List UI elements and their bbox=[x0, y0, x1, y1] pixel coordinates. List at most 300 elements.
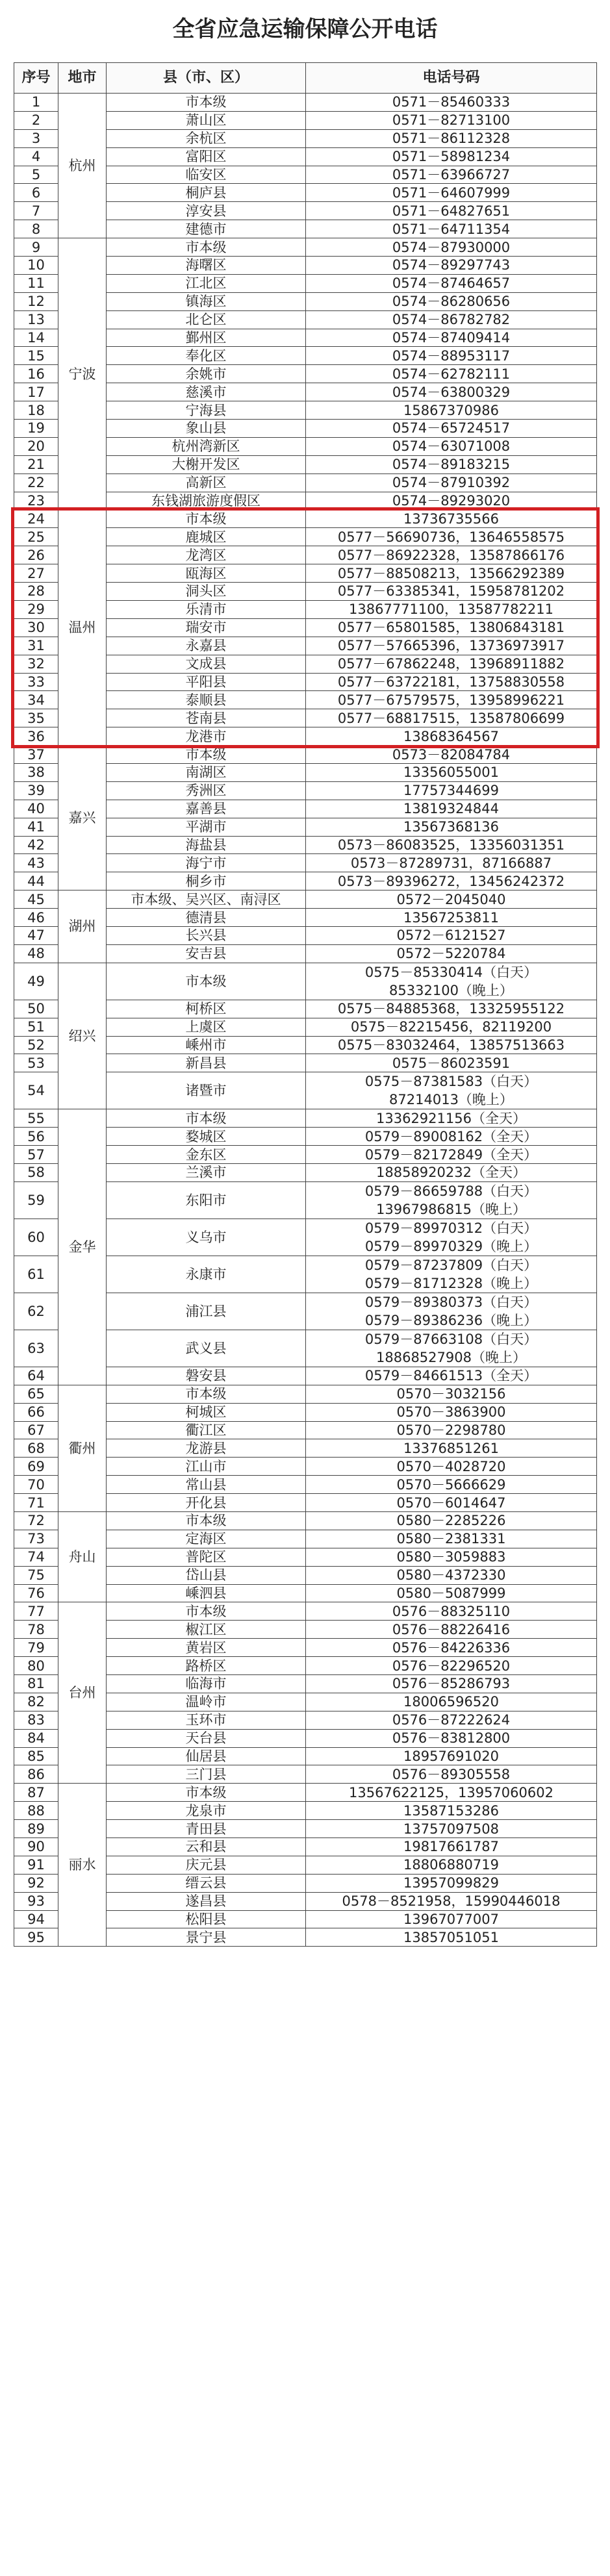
county-cell: 临安区 bbox=[107, 166, 306, 184]
county-cell: 高新区 bbox=[107, 474, 306, 492]
county-cell: 桐庐县 bbox=[107, 184, 306, 202]
header-county: 县（市、区） bbox=[107, 63, 306, 94]
county-cell: 海曙区 bbox=[107, 257, 306, 275]
row-number: 51 bbox=[14, 1018, 58, 1036]
phone-night: 18868527908（晚上） bbox=[376, 1349, 526, 1365]
county-cell: 兰溪市 bbox=[107, 1163, 306, 1181]
county-cell: 平湖市 bbox=[107, 818, 306, 836]
city-cell: 金华 bbox=[58, 1109, 107, 1385]
phone-cell: 0577－67862248，13968911882 bbox=[306, 655, 597, 673]
phone-cell: 0573－86083525，13356031351 bbox=[306, 836, 597, 854]
header-no: 序号 bbox=[14, 63, 58, 94]
city-cell: 舟山 bbox=[58, 1512, 107, 1602]
county-cell: 诸暨市 bbox=[107, 1072, 306, 1109]
phone-cell: 0577－88508213，13566292389 bbox=[306, 564, 597, 583]
phone-cell: 0580－2285226 bbox=[306, 1512, 597, 1530]
row-number: 83 bbox=[14, 1711, 58, 1729]
row-number: 36 bbox=[14, 727, 58, 746]
phone-cell: 13867771100，13587782211 bbox=[306, 600, 597, 618]
table-row bbox=[14, 1385, 597, 1403]
row-number: 78 bbox=[14, 1621, 58, 1639]
phone-cell: 15867370986 bbox=[306, 401, 597, 420]
phone-cell: 0575－82215456，82119200 bbox=[306, 1018, 597, 1036]
row-number: 71 bbox=[14, 1494, 58, 1512]
county-cell: 磐安县 bbox=[107, 1367, 306, 1385]
row-number: 57 bbox=[14, 1146, 58, 1164]
table-row bbox=[14, 1109, 597, 1128]
row-number: 87 bbox=[14, 1784, 58, 1802]
county-cell: 市本级 bbox=[107, 1385, 306, 1403]
row-number: 46 bbox=[14, 909, 58, 927]
county-cell: 开化县 bbox=[107, 1494, 306, 1512]
row-number: 1 bbox=[14, 94, 58, 112]
county-cell: 市本级 bbox=[107, 510, 306, 528]
phone-cell: 0576－87222624 bbox=[306, 1711, 597, 1729]
county-cell: 青田县 bbox=[107, 1820, 306, 1838]
phone-cell: 13819324844 bbox=[306, 800, 597, 818]
county-cell: 大榭开发区 bbox=[107, 455, 306, 474]
row-number: 21 bbox=[14, 455, 58, 474]
phone-cell: 0580－4372330 bbox=[306, 1566, 597, 1584]
city-cell: 杭州 bbox=[58, 94, 107, 238]
phone-cell: 0576－82296520 bbox=[306, 1657, 597, 1675]
county-cell: 东钱湖旅游度假区 bbox=[107, 492, 306, 510]
phone-night: 0579－89386236（晚上） bbox=[364, 1312, 538, 1328]
phone-cell: 18858920232（全天） bbox=[306, 1163, 597, 1181]
city-cell: 嘉兴 bbox=[58, 746, 107, 890]
county-cell: 宁海县 bbox=[107, 401, 306, 420]
row-number: 38 bbox=[14, 763, 58, 781]
row-number: 69 bbox=[14, 1458, 58, 1476]
county-cell: 永康市 bbox=[107, 1256, 306, 1293]
county-cell: 苍南县 bbox=[107, 709, 306, 727]
row-number: 23 bbox=[14, 492, 58, 510]
phone-table-wrapper bbox=[14, 62, 596, 1947]
phone-cell: 18806880719 bbox=[306, 1856, 597, 1874]
city-cell: 宁波 bbox=[58, 238, 107, 510]
county-cell: 萧山区 bbox=[107, 111, 306, 129]
phone-cell: 0572－6121527 bbox=[306, 926, 597, 944]
county-cell: 市本级 bbox=[107, 963, 306, 1000]
county-cell: 长兴县 bbox=[107, 926, 306, 944]
phone-day: 0579－86659788（白天） bbox=[364, 1183, 538, 1199]
row-number: 70 bbox=[14, 1476, 58, 1494]
county-cell: 仙居县 bbox=[107, 1747, 306, 1765]
phone-cell: 0573－82084784 bbox=[306, 746, 597, 764]
county-cell: 衢江区 bbox=[107, 1421, 306, 1439]
row-number: 62 bbox=[14, 1293, 58, 1330]
county-cell: 余杭区 bbox=[107, 129, 306, 147]
row-number: 90 bbox=[14, 1838, 58, 1856]
row-number: 91 bbox=[14, 1856, 58, 1874]
phone-cell: 0570－3863900 bbox=[306, 1403, 597, 1421]
phone-night: 0579－81712328（晚上） bbox=[364, 1275, 538, 1291]
county-cell: 玉环市 bbox=[107, 1711, 306, 1729]
city-cell: 丽水 bbox=[58, 1784, 107, 1947]
phone-cell: 0574－86280656 bbox=[306, 292, 597, 310]
table-row bbox=[14, 746, 597, 764]
county-cell: 龙湾区 bbox=[107, 546, 306, 564]
row-number: 50 bbox=[14, 1000, 58, 1018]
phone-cell: 0571－58981234 bbox=[306, 147, 597, 166]
county-cell: 泰顺县 bbox=[107, 691, 306, 709]
county-cell: 文成县 bbox=[107, 655, 306, 673]
row-number: 5 bbox=[14, 166, 58, 184]
phone-cell: 0571－64607999 bbox=[306, 184, 597, 202]
city-cell: 湖州 bbox=[58, 890, 107, 963]
phone-cell: 13567368136 bbox=[306, 818, 597, 836]
county-cell: 缙云县 bbox=[107, 1874, 306, 1892]
phone-cell: 13857051051 bbox=[306, 1928, 597, 1947]
county-cell: 新昌县 bbox=[107, 1054, 306, 1072]
row-number: 32 bbox=[14, 655, 58, 673]
phone-cell: 0577－67579575，13958996221 bbox=[306, 691, 597, 709]
phone-cell: 0574－65724517 bbox=[306, 420, 597, 438]
phone-cell: 0576－84226336 bbox=[306, 1639, 597, 1657]
table-row bbox=[14, 890, 597, 909]
phone-day: 0579－87237809（白天） bbox=[364, 1257, 538, 1273]
county-cell: 海宁市 bbox=[107, 854, 306, 872]
county-cell: 淳安县 bbox=[107, 202, 306, 220]
row-number: 63 bbox=[14, 1330, 58, 1367]
phone-cell: 0574－62782111 bbox=[306, 365, 597, 383]
county-cell: 秀洲区 bbox=[107, 781, 306, 800]
phone-cell: 0571－64711354 bbox=[306, 220, 597, 238]
county-cell: 洞头区 bbox=[107, 583, 306, 601]
table-row bbox=[14, 1602, 597, 1621]
county-cell: 江北区 bbox=[107, 274, 306, 292]
county-cell: 定海区 bbox=[107, 1530, 306, 1548]
county-cell: 余姚市 bbox=[107, 365, 306, 383]
row-number: 16 bbox=[14, 365, 58, 383]
row-number: 49 bbox=[14, 963, 58, 1000]
table-row bbox=[14, 94, 597, 112]
phone-cell: 13587153286 bbox=[306, 1802, 597, 1820]
phone-day: 0575－87381583（白天） bbox=[364, 1074, 538, 1090]
phone-cell: 0574－63071008 bbox=[306, 437, 597, 455]
row-number: 84 bbox=[14, 1729, 58, 1747]
phone-cell: 0577－63385341，15958781202 bbox=[306, 583, 597, 601]
phone-cell: 0570－5666629 bbox=[306, 1476, 597, 1494]
row-number: 54 bbox=[14, 1072, 58, 1109]
row-number: 74 bbox=[14, 1548, 58, 1566]
row-number: 3 bbox=[14, 129, 58, 147]
row-number: 29 bbox=[14, 600, 58, 618]
phone-cell: 0577－65801585，13806843181 bbox=[306, 618, 597, 637]
county-cell: 庆元县 bbox=[107, 1856, 306, 1874]
table-row bbox=[14, 510, 597, 528]
county-cell: 富阳区 bbox=[107, 147, 306, 166]
county-cell: 象山县 bbox=[107, 420, 306, 438]
county-cell: 嵊州市 bbox=[107, 1036, 306, 1054]
county-cell: 三门县 bbox=[107, 1765, 306, 1784]
county-cell: 市本级 bbox=[107, 238, 306, 257]
county-cell: 遂昌县 bbox=[107, 1892, 306, 1910]
phone-cell: 13967077007 bbox=[306, 1910, 597, 1928]
phone-cell: 13567622125，13957060602 bbox=[306, 1784, 597, 1802]
row-number: 43 bbox=[14, 854, 58, 872]
phone-cell: 17757344699 bbox=[306, 781, 597, 800]
phone-cell: 0578－8521958，15990446018 bbox=[306, 1892, 597, 1910]
phone-cell: 0573－87289731，87166887 bbox=[306, 854, 597, 872]
county-cell: 浦江县 bbox=[107, 1293, 306, 1330]
county-cell: 永嘉县 bbox=[107, 637, 306, 655]
row-number: 72 bbox=[14, 1512, 58, 1530]
county-cell: 奉化区 bbox=[107, 347, 306, 365]
county-cell: 平阳县 bbox=[107, 673, 306, 691]
city-cell: 衢州 bbox=[58, 1385, 107, 1511]
city-cell: 台州 bbox=[58, 1602, 107, 1784]
row-number: 85 bbox=[14, 1747, 58, 1765]
row-number: 28 bbox=[14, 583, 58, 601]
phone-day: 0579－87663108（白天） bbox=[364, 1331, 538, 1347]
row-number: 56 bbox=[14, 1128, 58, 1146]
county-cell: 市本级 bbox=[107, 1109, 306, 1128]
row-number: 66 bbox=[14, 1403, 58, 1421]
phone-cell: 0574－87409414 bbox=[306, 329, 597, 347]
county-cell: 镇海区 bbox=[107, 292, 306, 310]
county-cell: 鄞州区 bbox=[107, 329, 306, 347]
county-cell: 鹿城区 bbox=[107, 528, 306, 546]
row-number: 39 bbox=[14, 781, 58, 800]
county-cell: 慈溪市 bbox=[107, 383, 306, 401]
table-body bbox=[14, 94, 597, 1947]
county-cell: 桐乡市 bbox=[107, 872, 306, 890]
table-row bbox=[14, 1512, 597, 1530]
row-number: 75 bbox=[14, 1566, 58, 1584]
row-number: 6 bbox=[14, 184, 58, 202]
county-cell: 椒江区 bbox=[107, 1621, 306, 1639]
row-number: 73 bbox=[14, 1530, 58, 1548]
county-cell: 天台县 bbox=[107, 1729, 306, 1747]
phone-cell: 13376851261 bbox=[306, 1439, 597, 1458]
row-number: 68 bbox=[14, 1439, 58, 1458]
phone-cell: 0574－87464657 bbox=[306, 274, 597, 292]
phone-cell bbox=[306, 1219, 597, 1256]
county-cell: 嵊泗县 bbox=[107, 1584, 306, 1602]
row-number: 17 bbox=[14, 383, 58, 401]
phone-day: 0575－85330414（白天） bbox=[364, 964, 538, 980]
phone-cell: 0577－86922328，13587866176 bbox=[306, 546, 597, 564]
phone-cell bbox=[306, 1181, 597, 1219]
county-cell: 武义县 bbox=[107, 1330, 306, 1367]
phone-cell: 0575－83032464，13857513663 bbox=[306, 1036, 597, 1054]
phone-cell: 0572－2045040 bbox=[306, 890, 597, 909]
row-number: 86 bbox=[14, 1765, 58, 1784]
phone-cell: 13957099829 bbox=[306, 1874, 597, 1892]
county-cell: 普陀区 bbox=[107, 1548, 306, 1566]
city-cell: 温州 bbox=[58, 510, 107, 746]
county-cell: 婺城区 bbox=[107, 1128, 306, 1146]
phone-cell bbox=[306, 1293, 597, 1330]
county-cell: 义乌市 bbox=[107, 1219, 306, 1256]
county-cell: 市本级、吴兴区、南浔区 bbox=[107, 890, 306, 909]
header-phone: 电话号码 bbox=[306, 63, 597, 94]
phone-cell: 0574－87930000 bbox=[306, 238, 597, 257]
row-number: 24 bbox=[14, 510, 58, 528]
row-number: 76 bbox=[14, 1584, 58, 1602]
phone-cell: 0571－63966727 bbox=[306, 166, 597, 184]
row-number: 26 bbox=[14, 546, 58, 564]
row-number: 95 bbox=[14, 1928, 58, 1947]
phone-cell: 0571－64827651 bbox=[306, 202, 597, 220]
phone-night: 0579－89970329（晚上） bbox=[364, 1238, 538, 1254]
row-number: 60 bbox=[14, 1219, 58, 1256]
county-cell: 建德市 bbox=[107, 220, 306, 238]
row-number: 82 bbox=[14, 1693, 58, 1711]
phone-day: 0579－89970312（白天） bbox=[364, 1220, 538, 1236]
phone-cell: 0570－4028720 bbox=[306, 1458, 597, 1476]
row-number: 42 bbox=[14, 836, 58, 854]
phone-cell: 0570－6014647 bbox=[306, 1494, 597, 1512]
county-cell: 龙泉市 bbox=[107, 1802, 306, 1820]
county-cell: 龙游县 bbox=[107, 1439, 306, 1458]
table-header-row bbox=[14, 63, 597, 94]
phone-cell: 0571－86112328 bbox=[306, 129, 597, 147]
row-number: 27 bbox=[14, 564, 58, 583]
county-cell: 江山市 bbox=[107, 1458, 306, 1476]
county-cell: 杭州湾新区 bbox=[107, 437, 306, 455]
county-cell: 南湖区 bbox=[107, 763, 306, 781]
phone-cell: 0570－2298780 bbox=[306, 1421, 597, 1439]
phone-cell: 0576－88325110 bbox=[306, 1602, 597, 1621]
row-number: 7 bbox=[14, 202, 58, 220]
county-cell: 温岭市 bbox=[107, 1693, 306, 1711]
phone-cell: 13868364567 bbox=[306, 727, 597, 746]
county-cell: 德清县 bbox=[107, 909, 306, 927]
phone-night: 13967986815（晚上） bbox=[376, 1201, 526, 1217]
row-number: 48 bbox=[14, 944, 58, 963]
row-number: 33 bbox=[14, 673, 58, 691]
phone-cell: 0580－2381331 bbox=[306, 1530, 597, 1548]
row-number: 77 bbox=[14, 1602, 58, 1621]
phone-cell: 18957691020 bbox=[306, 1747, 597, 1765]
row-number: 52 bbox=[14, 1036, 58, 1054]
row-number: 4 bbox=[14, 147, 58, 166]
county-cell: 海盐县 bbox=[107, 836, 306, 854]
phone-cell: 0573－89396272，13456242372 bbox=[306, 872, 597, 890]
table-row bbox=[14, 1784, 597, 1802]
county-cell: 市本级 bbox=[107, 1784, 306, 1802]
phone-cell: 0574－63800329 bbox=[306, 383, 597, 401]
row-number: 10 bbox=[14, 257, 58, 275]
phone-cell: 0576－89305558 bbox=[306, 1765, 597, 1784]
phone-cell: 0577－56690736，13646558575 bbox=[306, 528, 597, 546]
row-number: 8 bbox=[14, 220, 58, 238]
phone-cell: 13757097508 bbox=[306, 1820, 597, 1838]
phone-cell: 13356055001 bbox=[306, 763, 597, 781]
county-cell: 云和县 bbox=[107, 1838, 306, 1856]
page-title: 全省应急运输保障公开电话 bbox=[172, 16, 438, 42]
phone-cell: 0577－68817515，13587806699 bbox=[306, 709, 597, 727]
row-number: 64 bbox=[14, 1367, 58, 1385]
phone-day: 0579－89380373（白天） bbox=[364, 1294, 538, 1310]
row-number: 93 bbox=[14, 1892, 58, 1910]
county-cell: 金东区 bbox=[107, 1146, 306, 1164]
phone-cell: 19817661787 bbox=[306, 1838, 597, 1856]
phone-cell: 0576－88226416 bbox=[306, 1621, 597, 1639]
phone-cell: 0574－86782782 bbox=[306, 310, 597, 329]
table-row bbox=[14, 238, 597, 257]
phone-cell: 18006596520 bbox=[306, 1693, 597, 1711]
phone-cell: 0579－82172849（全天） bbox=[306, 1146, 597, 1164]
county-cell: 路桥区 bbox=[107, 1657, 306, 1675]
phone-cell bbox=[306, 1256, 597, 1293]
phone-cell: 0572－5220784 bbox=[306, 944, 597, 963]
row-number: 94 bbox=[14, 1910, 58, 1928]
row-number: 53 bbox=[14, 1054, 58, 1072]
row-number: 67 bbox=[14, 1421, 58, 1439]
phone-cell bbox=[306, 1072, 597, 1109]
row-number: 2 bbox=[14, 111, 58, 129]
phone-cell: 0574－89293020 bbox=[306, 492, 597, 510]
row-number: 15 bbox=[14, 347, 58, 365]
county-cell: 乐清市 bbox=[107, 600, 306, 618]
phone-cell: 0575－86023591 bbox=[306, 1054, 597, 1072]
phone-cell: 0571－85460333 bbox=[306, 94, 597, 112]
county-cell: 嘉善县 bbox=[107, 800, 306, 818]
phone-cell: 0571－82713100 bbox=[306, 111, 597, 129]
row-number: 19 bbox=[14, 420, 58, 438]
row-number: 80 bbox=[14, 1657, 58, 1675]
row-number: 45 bbox=[14, 890, 58, 909]
row-number: 92 bbox=[14, 1874, 58, 1892]
county-cell: 市本级 bbox=[107, 1602, 306, 1621]
header-city: 地市 bbox=[58, 63, 107, 94]
row-number: 14 bbox=[14, 329, 58, 347]
row-number: 30 bbox=[14, 618, 58, 637]
row-number: 31 bbox=[14, 637, 58, 655]
phone-cell: 13736735566 bbox=[306, 510, 597, 528]
phone-cell: 13567253811 bbox=[306, 909, 597, 927]
phone-cell: 13362921156（全天） bbox=[306, 1109, 597, 1128]
county-cell: 上虞区 bbox=[107, 1018, 306, 1036]
phone-night: 85332100（晚上） bbox=[389, 982, 513, 998]
county-cell: 柯城区 bbox=[107, 1403, 306, 1421]
row-number: 47 bbox=[14, 926, 58, 944]
county-cell: 龙港市 bbox=[107, 727, 306, 746]
row-number: 9 bbox=[14, 238, 58, 257]
phone-cell: 0576－83812800 bbox=[306, 1729, 597, 1747]
county-cell: 临海市 bbox=[107, 1675, 306, 1693]
phone-cell: 0574－89297743 bbox=[306, 257, 597, 275]
phone-cell: 0579－84661513（全天） bbox=[306, 1367, 597, 1385]
table-row bbox=[14, 963, 597, 1000]
phone-cell: 0570－3032156 bbox=[306, 1385, 597, 1403]
phone-cell: 0580－3059883 bbox=[306, 1548, 597, 1566]
phone-cell: 0580－5087999 bbox=[306, 1584, 597, 1602]
row-number: 12 bbox=[14, 292, 58, 310]
row-number: 35 bbox=[14, 709, 58, 727]
row-number: 18 bbox=[14, 401, 58, 420]
row-number: 58 bbox=[14, 1163, 58, 1181]
row-number: 25 bbox=[14, 528, 58, 546]
row-number: 88 bbox=[14, 1802, 58, 1820]
row-number: 11 bbox=[14, 274, 58, 292]
county-cell: 北仑区 bbox=[107, 310, 306, 329]
county-cell: 东阳市 bbox=[107, 1181, 306, 1219]
row-number: 41 bbox=[14, 818, 58, 836]
county-cell: 安吉县 bbox=[107, 944, 306, 963]
county-cell: 市本级 bbox=[107, 1512, 306, 1530]
phone-cell bbox=[306, 1330, 597, 1367]
phone-cell: 0579－89008162（全天） bbox=[306, 1128, 597, 1146]
phone-cell: 0574－87910392 bbox=[306, 474, 597, 492]
row-number: 65 bbox=[14, 1385, 58, 1403]
county-cell: 瓯海区 bbox=[107, 564, 306, 583]
phone-cell: 0577－63722181，13758830558 bbox=[306, 673, 597, 691]
phone-cell: 0574－89183215 bbox=[306, 455, 597, 474]
